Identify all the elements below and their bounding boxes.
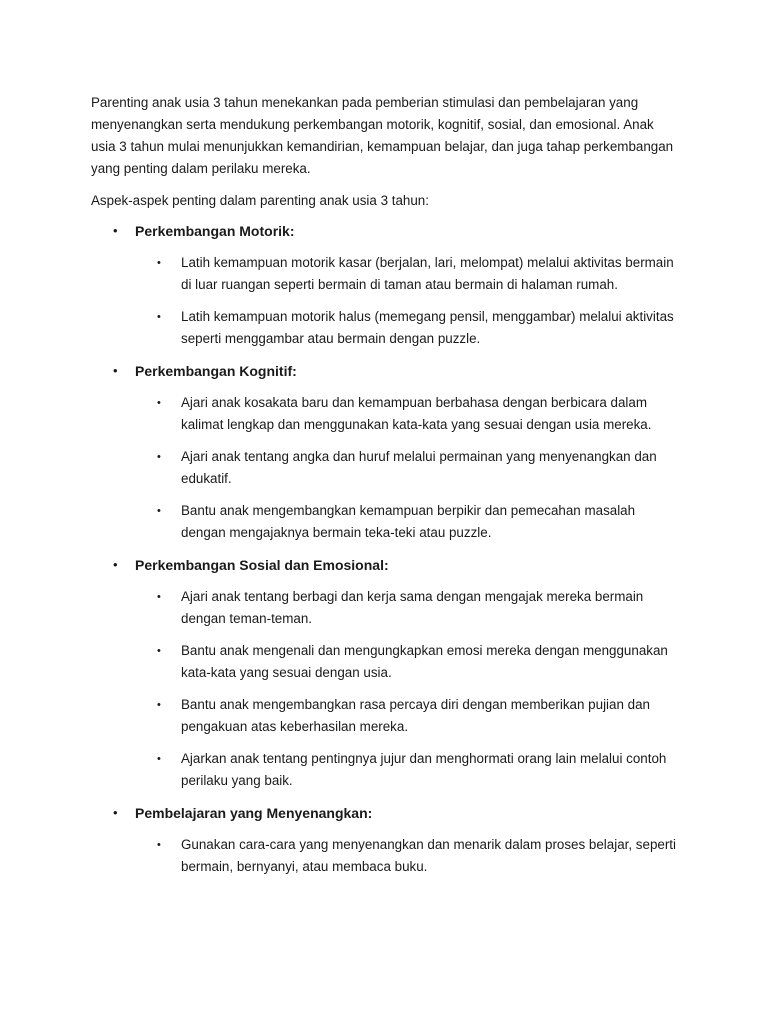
section-title: Pembelajaran yang Menyenangkan: (135, 805, 373, 821)
section-sosial-emosional (91, 554, 681, 792)
section-items (135, 586, 681, 792)
section-title: Perkembangan Motorik: (135, 223, 295, 239)
bullet-icon: • (157, 257, 161, 269)
list-item (135, 640, 681, 684)
intro-paragraph: Parenting anak usia 3 tahun menekankan pada pemberian stimulasi dan pembelajaran yang menyenangkan serta mendukung perkembangan motorik, kognitif, sosial, dan emosional. Anak usia 3 tahun mulai menunjukkan kemandirian, kemampuan belajar, dan juga tahap perkembangan yang penting dalam perilaku mereka. (91, 95, 674, 176)
list-item-text: Gunakan cara-cara yang menyenangkan dan menarik dalam proses belajar, seperti bermain, bernyanyi, atau membaca buku. (181, 837, 676, 874)
list-item-text: Ajari anak tentang berbagi dan kerja sama dengan mengajak mereka bermain dengan teman-teman. (181, 589, 644, 626)
list-item-text: Latih kemampuan motorik halus (memegang pensil, menggambar) melalui aktivitas seperti menggambar atau bermain dengan puzzle. (181, 309, 674, 346)
section-pembelajaran (91, 802, 681, 878)
bullet-icon: • (113, 557, 118, 572)
bullet-icon: • (157, 451, 161, 463)
section-items (135, 252, 681, 350)
bullet-icon: • (157, 699, 161, 711)
section-motorik (91, 220, 681, 350)
list-item-text: Latih kemampuan motorik kasar (berjalan, lari, melompat) melalui aktivitas bermain di luar ruangan seperti bermain di taman atau bermain di halaman rumah. (181, 255, 674, 292)
section-items (135, 834, 681, 878)
list-item (135, 392, 681, 436)
bullet-icon: • (157, 645, 161, 657)
list-item-text: Ajari anak tentang angka dan huruf melalui permainan yang menyenangkan dan edukatif. (181, 449, 657, 486)
document-body (91, 92, 681, 888)
section-title: Perkembangan Kognitif: (135, 363, 297, 379)
list-item-text: Ajarkan anak tentang pentingnya jujur dan menghormati orang lain melalui contoh perilaku yang baik. (181, 751, 667, 788)
list-item (135, 306, 681, 350)
section-title: Perkembangan Sosial dan Emosional: (135, 557, 389, 573)
bullet-icon: • (157, 753, 161, 765)
bullet-icon: • (113, 805, 118, 820)
list-item-text: Ajari anak kosakata baru dan kemampuan berbahasa dengan berbicara dalam kalimat lengkap dan menggunakan kata-kata yang sesuai dengan usia mereka. (181, 395, 652, 432)
bullet-icon: • (157, 311, 161, 323)
bullet-icon: • (113, 363, 118, 378)
bullet-icon: • (113, 223, 118, 238)
section-kognitif (91, 360, 681, 544)
list-item-text: Bantu anak mengembangkan rasa percaya diri dengan memberikan pujian dan pengakuan atas keberhasilan mereka. (181, 697, 650, 734)
list-item (135, 446, 681, 490)
list-item (135, 252, 681, 296)
list-item (135, 834, 681, 878)
aspects-list (91, 220, 681, 878)
list-item (135, 500, 681, 544)
list-item (135, 694, 681, 738)
list-item (135, 748, 681, 792)
bullet-icon: • (157, 397, 161, 409)
lead-paragraph: Aspek-aspek penting dalam parenting anak usia 3 tahun: (91, 193, 429, 208)
list-item-text: Bantu anak mengenali dan mengungkapkan emosi mereka dengan menggunakan kata-kata yang sesuai dengan usia. (181, 643, 668, 680)
list-item (135, 586, 681, 630)
section-items (135, 392, 681, 544)
bullet-icon: • (157, 839, 161, 851)
bullet-icon: • (157, 505, 161, 517)
list-item-text: Bantu anak mengembangkan kemampuan berpikir dan pemecahan masalah dengan mengajaknya bermain teka-teki atau puzzle. (181, 503, 636, 540)
bullet-icon: • (157, 591, 161, 603)
